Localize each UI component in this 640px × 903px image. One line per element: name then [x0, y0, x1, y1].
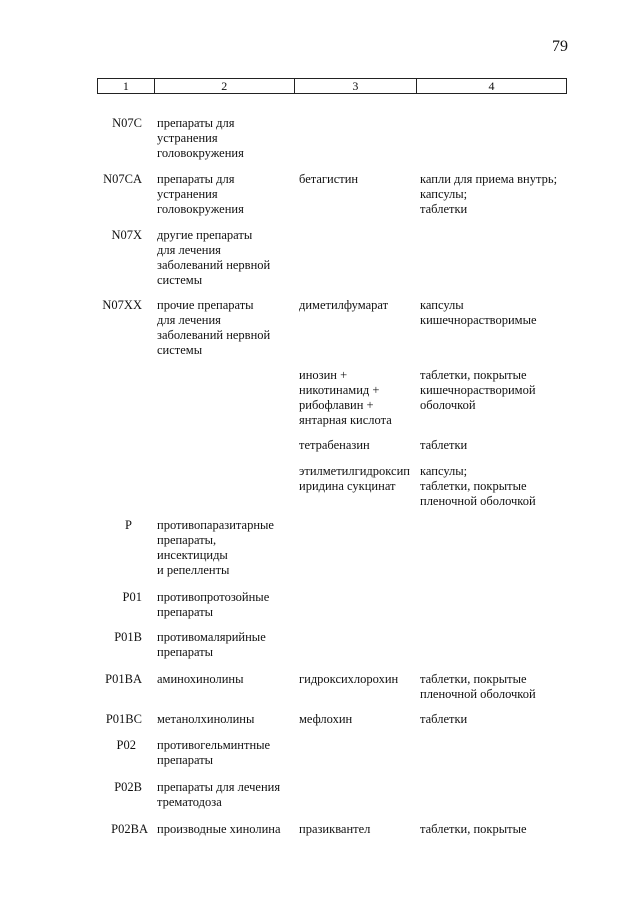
row-substance-line: янтарная кислота [299, 413, 392, 427]
row-name-line: препараты для [157, 172, 235, 186]
row-form-line: таблетки [420, 202, 468, 216]
row-form-line: таблетки, покрытые [420, 479, 527, 493]
row-code: P [125, 518, 132, 532]
row-name-line: производные хинолина [157, 822, 281, 836]
row-name-line: головокружения [157, 202, 244, 216]
row-substance-line: гидроксихлорохин [299, 672, 399, 686]
row-form-line: таблетки, покрытые [420, 822, 527, 836]
row-name-line: устранения [157, 187, 218, 201]
row-name-line: препараты [157, 753, 214, 767]
row-name-line: препараты [157, 605, 214, 619]
row-name-line: головокружения [157, 146, 244, 160]
row-name-line: противопротозойные [157, 590, 270, 604]
row-substance-line: этилметилгидроксип [299, 464, 410, 478]
row-code: N07X [111, 228, 142, 242]
row-name-line: противогельминтные [157, 738, 271, 752]
row-name-line: для лечения [157, 313, 221, 327]
row-code: N07C [112, 116, 142, 130]
row-form-line: пленочной оболочкой [420, 687, 536, 701]
row-name-line: трематодоза [157, 795, 222, 809]
row-code: P02 [116, 738, 136, 752]
row-name-line: аминохинолины [157, 672, 244, 686]
row-name-line: препараты для лечения [157, 780, 281, 794]
row-form-line: кишечнорастворимой [420, 383, 536, 397]
row-substance-line: празиквантел [299, 822, 371, 836]
row-substance-line: тетрабеназин [299, 438, 370, 452]
row-name-line: метанолхинолины [157, 712, 255, 726]
row-name-line: прочие препараты [157, 298, 254, 312]
row-name-line: заболеваний нервной [157, 328, 271, 342]
row-form-line: таблетки, покрытые [420, 672, 527, 686]
row-name-line: и репелленты [157, 563, 230, 577]
row-name-line: противопаразитарные [157, 518, 274, 532]
row-form-line: капсулы; [420, 187, 468, 201]
row-form-line: пленочной оболочкой [420, 494, 536, 508]
row-form-line: оболочкой [420, 398, 476, 412]
row-name-line: препараты для [157, 116, 235, 130]
row-name-line: системы [157, 343, 203, 357]
row-code: P01BA [105, 672, 142, 686]
row-code: P02BA [111, 822, 148, 836]
row-name-line: системы [157, 273, 203, 287]
row-name-line: противомалярийные [157, 630, 266, 644]
row-form-line: кишечнорастворимые [420, 313, 537, 327]
row-code: N07CA [103, 172, 142, 186]
row-name-line: препараты [157, 645, 214, 659]
header-col-1: 1 [97, 79, 154, 93]
row-code: N07XX [102, 298, 142, 312]
row-substance-line: диметилфумарат [299, 298, 389, 312]
row-code: P01BC [105, 712, 142, 726]
row-substance-line: инозин + [299, 368, 348, 382]
row-form-line: капсулы [420, 298, 464, 312]
row-form-line: таблетки [420, 438, 468, 452]
row-substance-line: мефлохин [299, 712, 353, 726]
header-col-3: 3 [294, 79, 416, 93]
row-substance-line: рибофлавин + [299, 398, 374, 412]
header-col-4: 4 [416, 79, 567, 93]
row-name-line: заболеваний нервной [157, 258, 271, 272]
row-form-line: таблетки [420, 712, 468, 726]
row-form-line: таблетки, покрытые [420, 368, 527, 382]
row-form-line: капли для приема внутрь; [420, 172, 558, 186]
page-number: 79 [552, 38, 568, 55]
row-substance-line: никотинамид + [299, 383, 380, 397]
row-code: P01B [114, 630, 142, 644]
row-name-line: другие препараты [157, 228, 253, 242]
row-name-line: инсектициды [157, 548, 228, 562]
row-code: P02B [114, 780, 142, 794]
header-col-2: 2 [154, 79, 294, 93]
row-name-line: для лечения [157, 243, 221, 257]
row-form-line: капсулы; [420, 464, 468, 478]
row-name-line: устранения [157, 131, 218, 145]
row-code: P01 [122, 590, 142, 604]
table-header [97, 78, 567, 94]
row-substance-line: иридина сукцинат [299, 479, 396, 493]
row-name-line: препараты, [157, 533, 217, 547]
row-substance-line: бетагистин [299, 172, 359, 186]
